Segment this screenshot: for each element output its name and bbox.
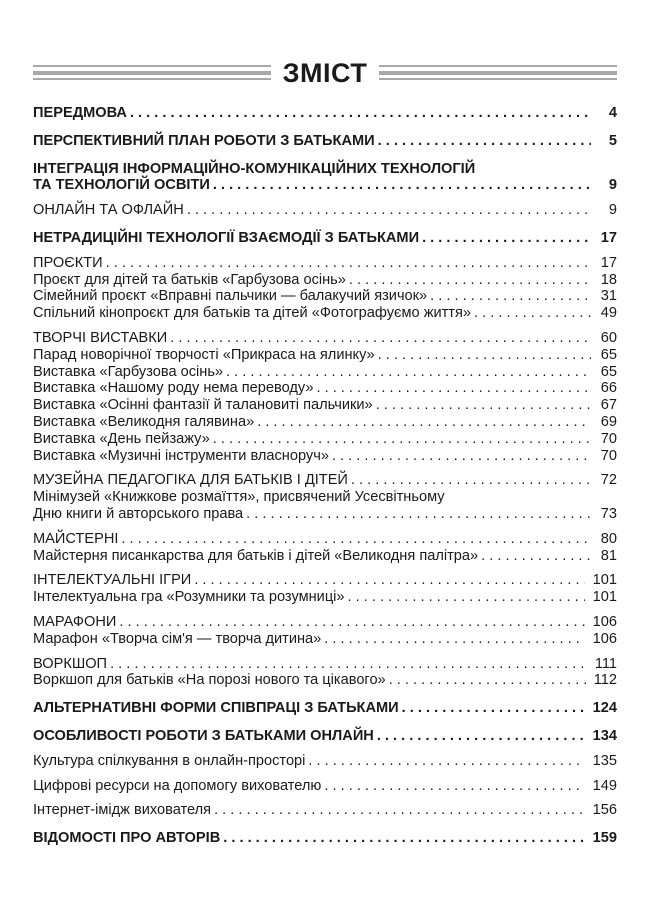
dot-leader (378, 347, 591, 364)
dot-leader (332, 448, 591, 465)
toc-entry[interactable] (33, 728, 617, 745)
toc-entry-title: Виставка «Великодня галявина» (33, 413, 255, 430)
toc-entry-title: Виставка «День пейзажу» (33, 430, 210, 447)
toc-entry[interactable] (33, 548, 617, 565)
toc-entry-page-number: 72 (600, 472, 617, 489)
dot-leader (348, 589, 585, 606)
toc-entry-row (33, 531, 617, 548)
toc-entry[interactable] (33, 347, 617, 364)
toc-entry-page-number: 49 (600, 305, 617, 322)
toc-entry-row (33, 753, 617, 770)
toc-entry-page-number: 159 (592, 830, 617, 847)
toc-entry[interactable] (33, 614, 617, 631)
dot-leader (223, 830, 584, 847)
dot-leader (324, 631, 584, 648)
toc-entry-page-number: 66 (600, 380, 617, 397)
toc-entry-title: Воркшоп для батьків «На порозі нового та цікавого» (33, 672, 386, 689)
dot-leader (110, 656, 587, 673)
toc-entry-title: ІНТЕЛЕКТУАЛЬНІ ІГРИ (33, 572, 192, 589)
toc-entry-row (33, 548, 617, 565)
dot-leader (351, 472, 591, 489)
toc-entry[interactable] (33, 380, 617, 397)
toc-entry[interactable] (33, 105, 617, 122)
dot-leader (226, 364, 591, 381)
toc-entry[interactable] (33, 414, 617, 431)
toc-entry-page-number: 18 (600, 271, 617, 288)
toc-entry[interactable] (33, 272, 617, 289)
toc-entry-row (33, 589, 617, 606)
toc-entry-page-number: 70 (600, 430, 617, 447)
toc-entry-row (33, 614, 617, 631)
toc-entry[interactable] (33, 255, 617, 272)
dot-leader (246, 506, 591, 523)
toc-entry-title: Цифрові ресурси на допомогу вихователю (33, 777, 322, 794)
toc-entry[interactable] (33, 161, 617, 195)
toc-entry[interactable] (33, 448, 617, 465)
dot-leader (214, 802, 585, 819)
dot-leader (389, 672, 586, 689)
toc-entry-page-number: 106 (592, 630, 617, 647)
toc-entry-page-number: 4 (608, 105, 617, 121)
dot-leader (187, 202, 591, 219)
dot-leader (316, 380, 591, 397)
toc-entry[interactable] (33, 753, 617, 770)
dot-leader (349, 272, 591, 289)
toc-entry-title-line: Мінімузей «Книжкове розмаїття», присвячений Усесвітньому (33, 489, 445, 506)
toc-entry[interactable] (33, 531, 617, 548)
heading-rule-left (33, 65, 271, 81)
dot-leader (422, 230, 591, 247)
toc-entry-row (33, 778, 617, 795)
toc-entry-row (33, 414, 617, 431)
toc-entry-page-number: 70 (600, 447, 617, 464)
toc-entry-page-number: 80 (600, 530, 617, 547)
toc-entry-row (33, 272, 617, 289)
toc-entry-title: Інтернет-імідж вихователя (33, 802, 212, 819)
toc-entry[interactable] (33, 305, 617, 322)
toc-entry-title: Виставка «Гарбузова осінь» (33, 363, 224, 380)
toc-entry-title: Виставка «Осінні фантазії й талановиті пальчики» (33, 397, 373, 414)
dot-leader (257, 414, 591, 431)
dot-leader (119, 614, 584, 631)
toc-entry-title: ТА ТЕХНОЛОГІЙ ОСВІТИ (33, 177, 210, 194)
toc-entry-row (33, 230, 617, 247)
toc-entry-title: Марафон «Творча сім'я — творча дитина» (33, 630, 322, 647)
toc-entry-row (33, 572, 617, 589)
toc-entry-page-number: 112 (593, 672, 617, 689)
toc-entry-row (33, 728, 617, 745)
toc-entry-page-number: 31 (600, 288, 617, 305)
toc-entry-title: МУЗЕЙНА ПЕДАГОГІКА ДЛЯ БАТЬКІВ І ДІТЕЙ (33, 472, 348, 489)
toc-entry-title: МАЙСТЕРНІ (33, 530, 119, 547)
dot-leader (308, 753, 584, 770)
page-title: ЗМІСТ (282, 58, 368, 88)
dot-leader (474, 305, 591, 322)
toc-entry[interactable] (33, 431, 617, 448)
toc-entry-page-number: 65 (600, 363, 617, 380)
toc-entry[interactable] (33, 572, 617, 589)
toc-entry-title: АЛЬТЕРНАТИВНІ ФОРМИ СПІВПРАЦІ З БАТЬКАМИ (33, 700, 399, 717)
toc-entry-title: Майстерня писанкарства для батьків і дітей «Великодня палітра» (33, 547, 479, 564)
toc-entry-title: ОСОБЛИВОСТІ РОБОТИ З БАТЬКАМИ ОНЛАЙН (33, 727, 374, 744)
dot-leader (121, 531, 591, 548)
toc-entry-page-number: 81 (600, 547, 617, 564)
toc-entry-title: Сімейний проєкт «Вправні пальчики — балакучий язичок» (33, 288, 428, 305)
toc-entry-row (33, 305, 617, 322)
dot-leader (481, 548, 591, 565)
dot-leader (377, 728, 585, 745)
toc-entry-row (33, 397, 617, 414)
toc-entry-row (33, 133, 617, 150)
toc-entry-page-number: 67 (600, 397, 617, 414)
toc-entry-row (33, 656, 617, 673)
toc-entry-page-number: 149 (592, 777, 617, 794)
dot-leader (106, 255, 591, 272)
toc-entry-row (33, 431, 617, 448)
toc-entry-title: ПРОЄКТИ (33, 254, 103, 271)
toc-entry[interactable] (33, 489, 617, 523)
toc-entry-title: Проєкт для дітей та батьків «Гарбузова осінь» (33, 271, 346, 288)
toc-entry-title: НЕТРАДИЦІЙНІ ТЕХНОЛОГІЇ ВЗАЄМОДІЇ З БАТЬКАМИ (33, 229, 420, 246)
dot-leader (376, 397, 591, 414)
toc-entry-row (33, 448, 617, 465)
toc-entry-page-number: 106 (592, 613, 617, 630)
toc-entry-row (33, 202, 617, 219)
dot-leader (130, 105, 591, 122)
dot-leader (378, 133, 591, 150)
toc-entry-page-number: 156 (592, 802, 617, 819)
dot-leader (430, 288, 591, 305)
toc-entry-title: Виставка «Музичні інструменти власноруч» (33, 447, 329, 464)
dot-leader (170, 330, 591, 347)
contents-heading (33, 58, 617, 88)
heading-rule-right (379, 65, 617, 81)
toc-entry[interactable] (33, 397, 617, 414)
dot-leader (194, 572, 584, 589)
toc-entry[interactable] (33, 700, 617, 717)
toc-entry[interactable] (33, 230, 617, 247)
toc-entry-page-number: 101 (592, 589, 617, 606)
toc-entry-row (33, 380, 617, 397)
toc-entry-page-number: 124 (592, 700, 617, 717)
toc-entry-title: ОНЛАЙН ТА ОФЛАЙН (33, 202, 184, 219)
toc-entry-title-line: ІНТЕГРАЦІЯ ІНФОРМАЦІЙНО-КОМУНІКАЦІЙНИХ ТЕХНОЛОГІЙ (33, 160, 476, 177)
toc-entry-row (33, 347, 617, 364)
toc-entry[interactable] (33, 672, 617, 689)
toc-entry-title: Дню книги й авторського права (33, 505, 244, 522)
toc-entry-title: ПЕРСПЕКТИВНИЙ ПЛАН РОБОТИ З БАТЬКАМИ (33, 132, 375, 149)
toc-entry-title: Інтелектуальна гра «Розумники та розумниці» (33, 589, 345, 606)
toc-entry-page-number: 17 (600, 254, 617, 271)
toc-entry[interactable] (33, 631, 617, 648)
toc-entry-title: ПЕРЕДМОВА (33, 105, 127, 121)
toc-entry[interactable] (33, 589, 617, 606)
toc-entry-title: ТВОРЧІ ВИСТАВКИ (33, 329, 168, 346)
toc-entry[interactable] (33, 830, 617, 847)
toc-entry-page-number: 101 (592, 572, 617, 589)
toc-entry[interactable] (33, 802, 617, 819)
toc-entry-row (33, 672, 617, 689)
toc-entry-page-number: 9 (608, 202, 617, 219)
toc-entry-page-number: 111 (594, 655, 617, 672)
toc-entry[interactable] (33, 656, 617, 673)
dot-leader (324, 778, 584, 795)
toc-entry-row (33, 631, 617, 648)
toc-entry-title: МАРАФОНИ (33, 613, 117, 630)
toc-entry-row (33, 177, 617, 194)
toc-entry[interactable] (33, 472, 617, 489)
toc-entry-title: Спільний кінопроєкт для батьків та дітей «Фотографуємо життя» (33, 305, 472, 322)
toc-entry[interactable] (33, 330, 617, 347)
dot-leader (402, 700, 585, 717)
table-of-contents (33, 105, 617, 847)
toc-entry-page-number: 17 (600, 229, 617, 246)
toc-entry-page-number: 135 (592, 752, 617, 769)
toc-entry[interactable] (33, 202, 617, 219)
toc-entry-row (33, 288, 617, 305)
toc-entry[interactable] (33, 288, 617, 305)
toc-entry-title: ВІДОМОСТІ ПРО АВТОРІВ (33, 830, 221, 847)
toc-entry-page-number: 69 (600, 413, 617, 430)
toc-entry-row (33, 700, 617, 717)
toc-entry-page-number: 134 (592, 727, 617, 744)
toc-entry-row (33, 472, 617, 489)
toc-entry-title: ВОРКШОП (33, 655, 108, 672)
toc-entry-page-number: 65 (600, 346, 617, 363)
toc-entry-row (33, 506, 617, 523)
toc-entry-page-number: 9 (608, 177, 617, 194)
toc-entry-row (33, 364, 617, 381)
toc-entry-row (33, 830, 617, 847)
toc-entry[interactable] (33, 364, 617, 381)
toc-entry-page-number: 73 (600, 505, 617, 522)
toc-entry-page-number: 60 (600, 329, 617, 346)
dot-leader (213, 177, 591, 194)
toc-entry-row (33, 255, 617, 272)
toc-entry-row (33, 105, 617, 122)
toc-entry[interactable] (33, 778, 617, 795)
toc-entry-page-number: 5 (608, 132, 617, 149)
toc-entry-row (33, 802, 617, 819)
toc-entry[interactable] (33, 133, 617, 150)
dot-leader (213, 431, 591, 448)
toc-entry-title: Культура спілкування в онлайн-просторі (33, 752, 306, 769)
toc-entry-title: Парад новорічної творчості «Прикраса на ялинку» (33, 346, 375, 363)
toc-entry-title: Виставка «Нашому роду нема переводу» (33, 380, 314, 397)
toc-entry-row (33, 330, 617, 347)
